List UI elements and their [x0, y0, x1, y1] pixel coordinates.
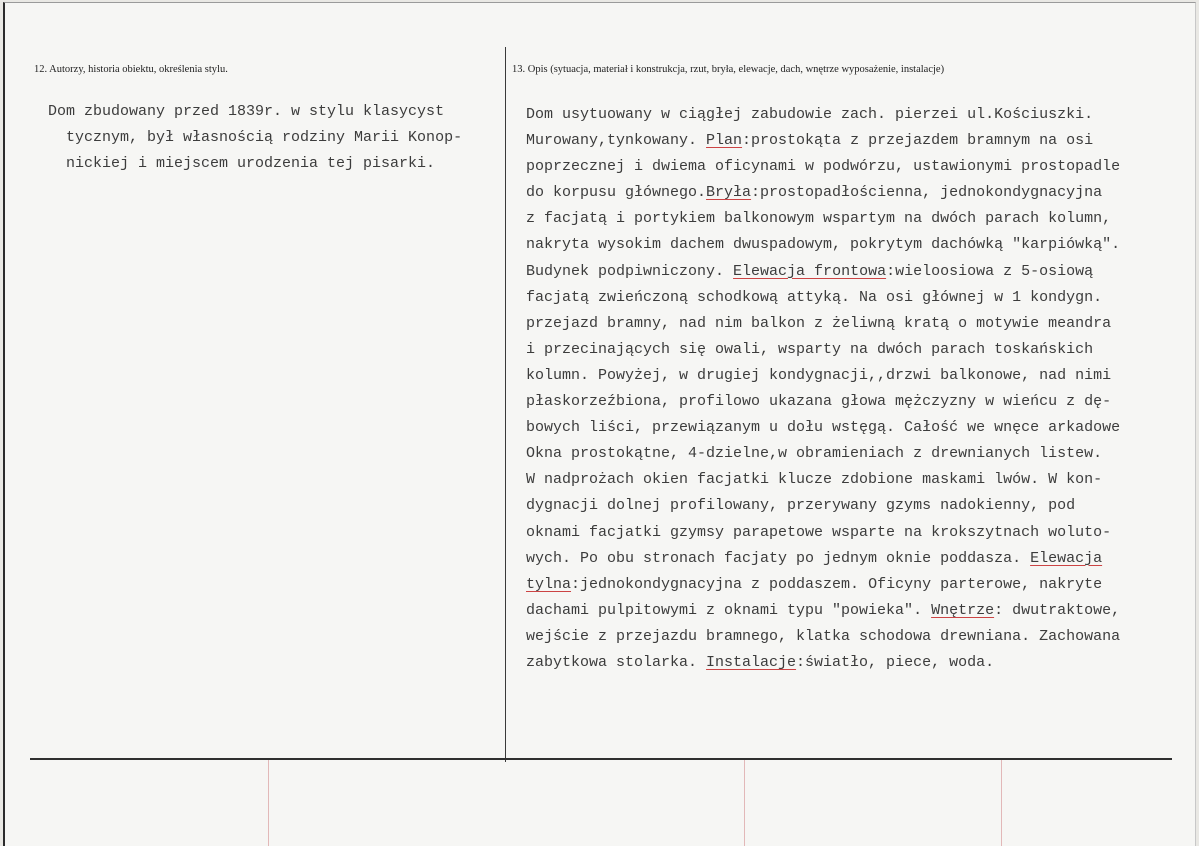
text-line: dygnacji dolnej profilowany, przerywany gzyms nadokienny, pod	[526, 497, 1076, 515]
text-line: Dom zbudowany przed 1839r. w stylu klasycyst	[48, 103, 445, 120]
text-line: z facjatą i portykiem balkonowym wspartym na dwóch parach kolumn,	[526, 210, 1112, 228]
grid-tick	[268, 760, 269, 846]
label-elewacja-tylna-2: tylna	[526, 575, 572, 593]
text-line: oknami facjatki gzymsy parapetowe wsparte na krokszytnach woluto-	[526, 523, 1112, 541]
text-line: tylna:jednokondygnacyjna z poddaszem. Oficyny parterowe, nakryte	[526, 575, 1103, 593]
text-line: dachami pulpitowymi z oknami typu "powieka". Wnętrze: dwutraktowe,	[526, 601, 1121, 619]
text-line: przejazd bramny, nad nim balkon z żeliwną kratą o motywie meandra	[526, 314, 1112, 332]
label-bryla: Bryła	[706, 184, 752, 202]
section-12-text	[48, 99, 462, 177]
text-line: wejście z przejazdu bramnego, klatka schodowa drewniana. Zachowana	[526, 627, 1121, 645]
text-line: bowych liści, przewiązanym u dołu wstęgą. Całość we wnęce arkadowe	[526, 419, 1121, 437]
column-divider	[505, 47, 506, 762]
text-line: Okna prostokątne, 4-dzielne,w obramieniach z drewnianych listew.	[526, 445, 1103, 463]
label-plan: Plan	[706, 132, 743, 150]
text-line: tycznym, był własnością rodziny Marii Konop-	[48, 129, 463, 147]
text-line: facjatą zwieńczoną schodkową attyką. Na osi głównej w 1 kondygn.	[526, 288, 1103, 306]
text-line: nakryta wysokim dachem dwuspadowym, pokrytym dachówką "karpiówką".	[526, 236, 1121, 254]
text-line: i przecinających się owali, wsparty na dwóch parach toskańskich	[526, 340, 1094, 358]
section-12-heading: 12. Autorzy, historia obiektu, określenia stylu.	[34, 64, 228, 75]
text-line: Dom usytuowany w ciągłej zabudowie zach. pierzei ul.Kościuszki.	[526, 106, 1094, 123]
label-elewacja-frontowa: Elewacja frontowa	[733, 262, 887, 280]
text-line: kolumn. Powyżej, w drugiej kondygnacji,,drzwi balkonowe, nad nimi	[526, 366, 1112, 384]
grid-tick	[1001, 760, 1002, 846]
label-instalacje: Instalacje	[706, 653, 797, 671]
text-line: Budynek podpiwniczony. Elewacja frontowa:wieloosiowa z 5-osiową	[526, 262, 1094, 280]
section-13-heading: 13. Opis (sytuacja, materiał i konstrukcja, rzut, bryła, elewacje, dach, wnętrze wyposażenie, instalacje)	[512, 64, 945, 75]
section-13-text	[526, 102, 1120, 676]
grid-tick	[744, 760, 745, 846]
text-line: poprzecznej i dwiema oficynami w podwórzu, ustawionymi prostopadle	[526, 158, 1121, 176]
text-line: płaskorzeźbiona, profilowo ukazana głowa mężczyzny w wieńcu z dę-	[526, 393, 1112, 411]
text-line: wych. Po obu stronach facjaty po jednym oknie poddasza. Elewacja	[526, 549, 1103, 567]
text-line: Murowany,tynkowany. Plan:prostokąta z przejazdem bramnym na osi	[526, 132, 1094, 150]
text-line: zabytkowa stolarka. Instalacje:światło, piece, woda.	[526, 653, 995, 671]
label-elewacja-tylna-1: Elewacja	[1030, 549, 1103, 567]
text-line: nickiej i miejscem urodzenia tej pisarki.	[48, 155, 436, 173]
text-line: do korpusu głównego.Bryła:prostopadłościenna, jednokondygnacyjna	[526, 184, 1103, 202]
text-line: W nadprożach okien facjatki klucze zdobione maskami lwów. W kon-	[526, 471, 1103, 489]
label-wnetrze: Wnętrze	[931, 601, 995, 619]
